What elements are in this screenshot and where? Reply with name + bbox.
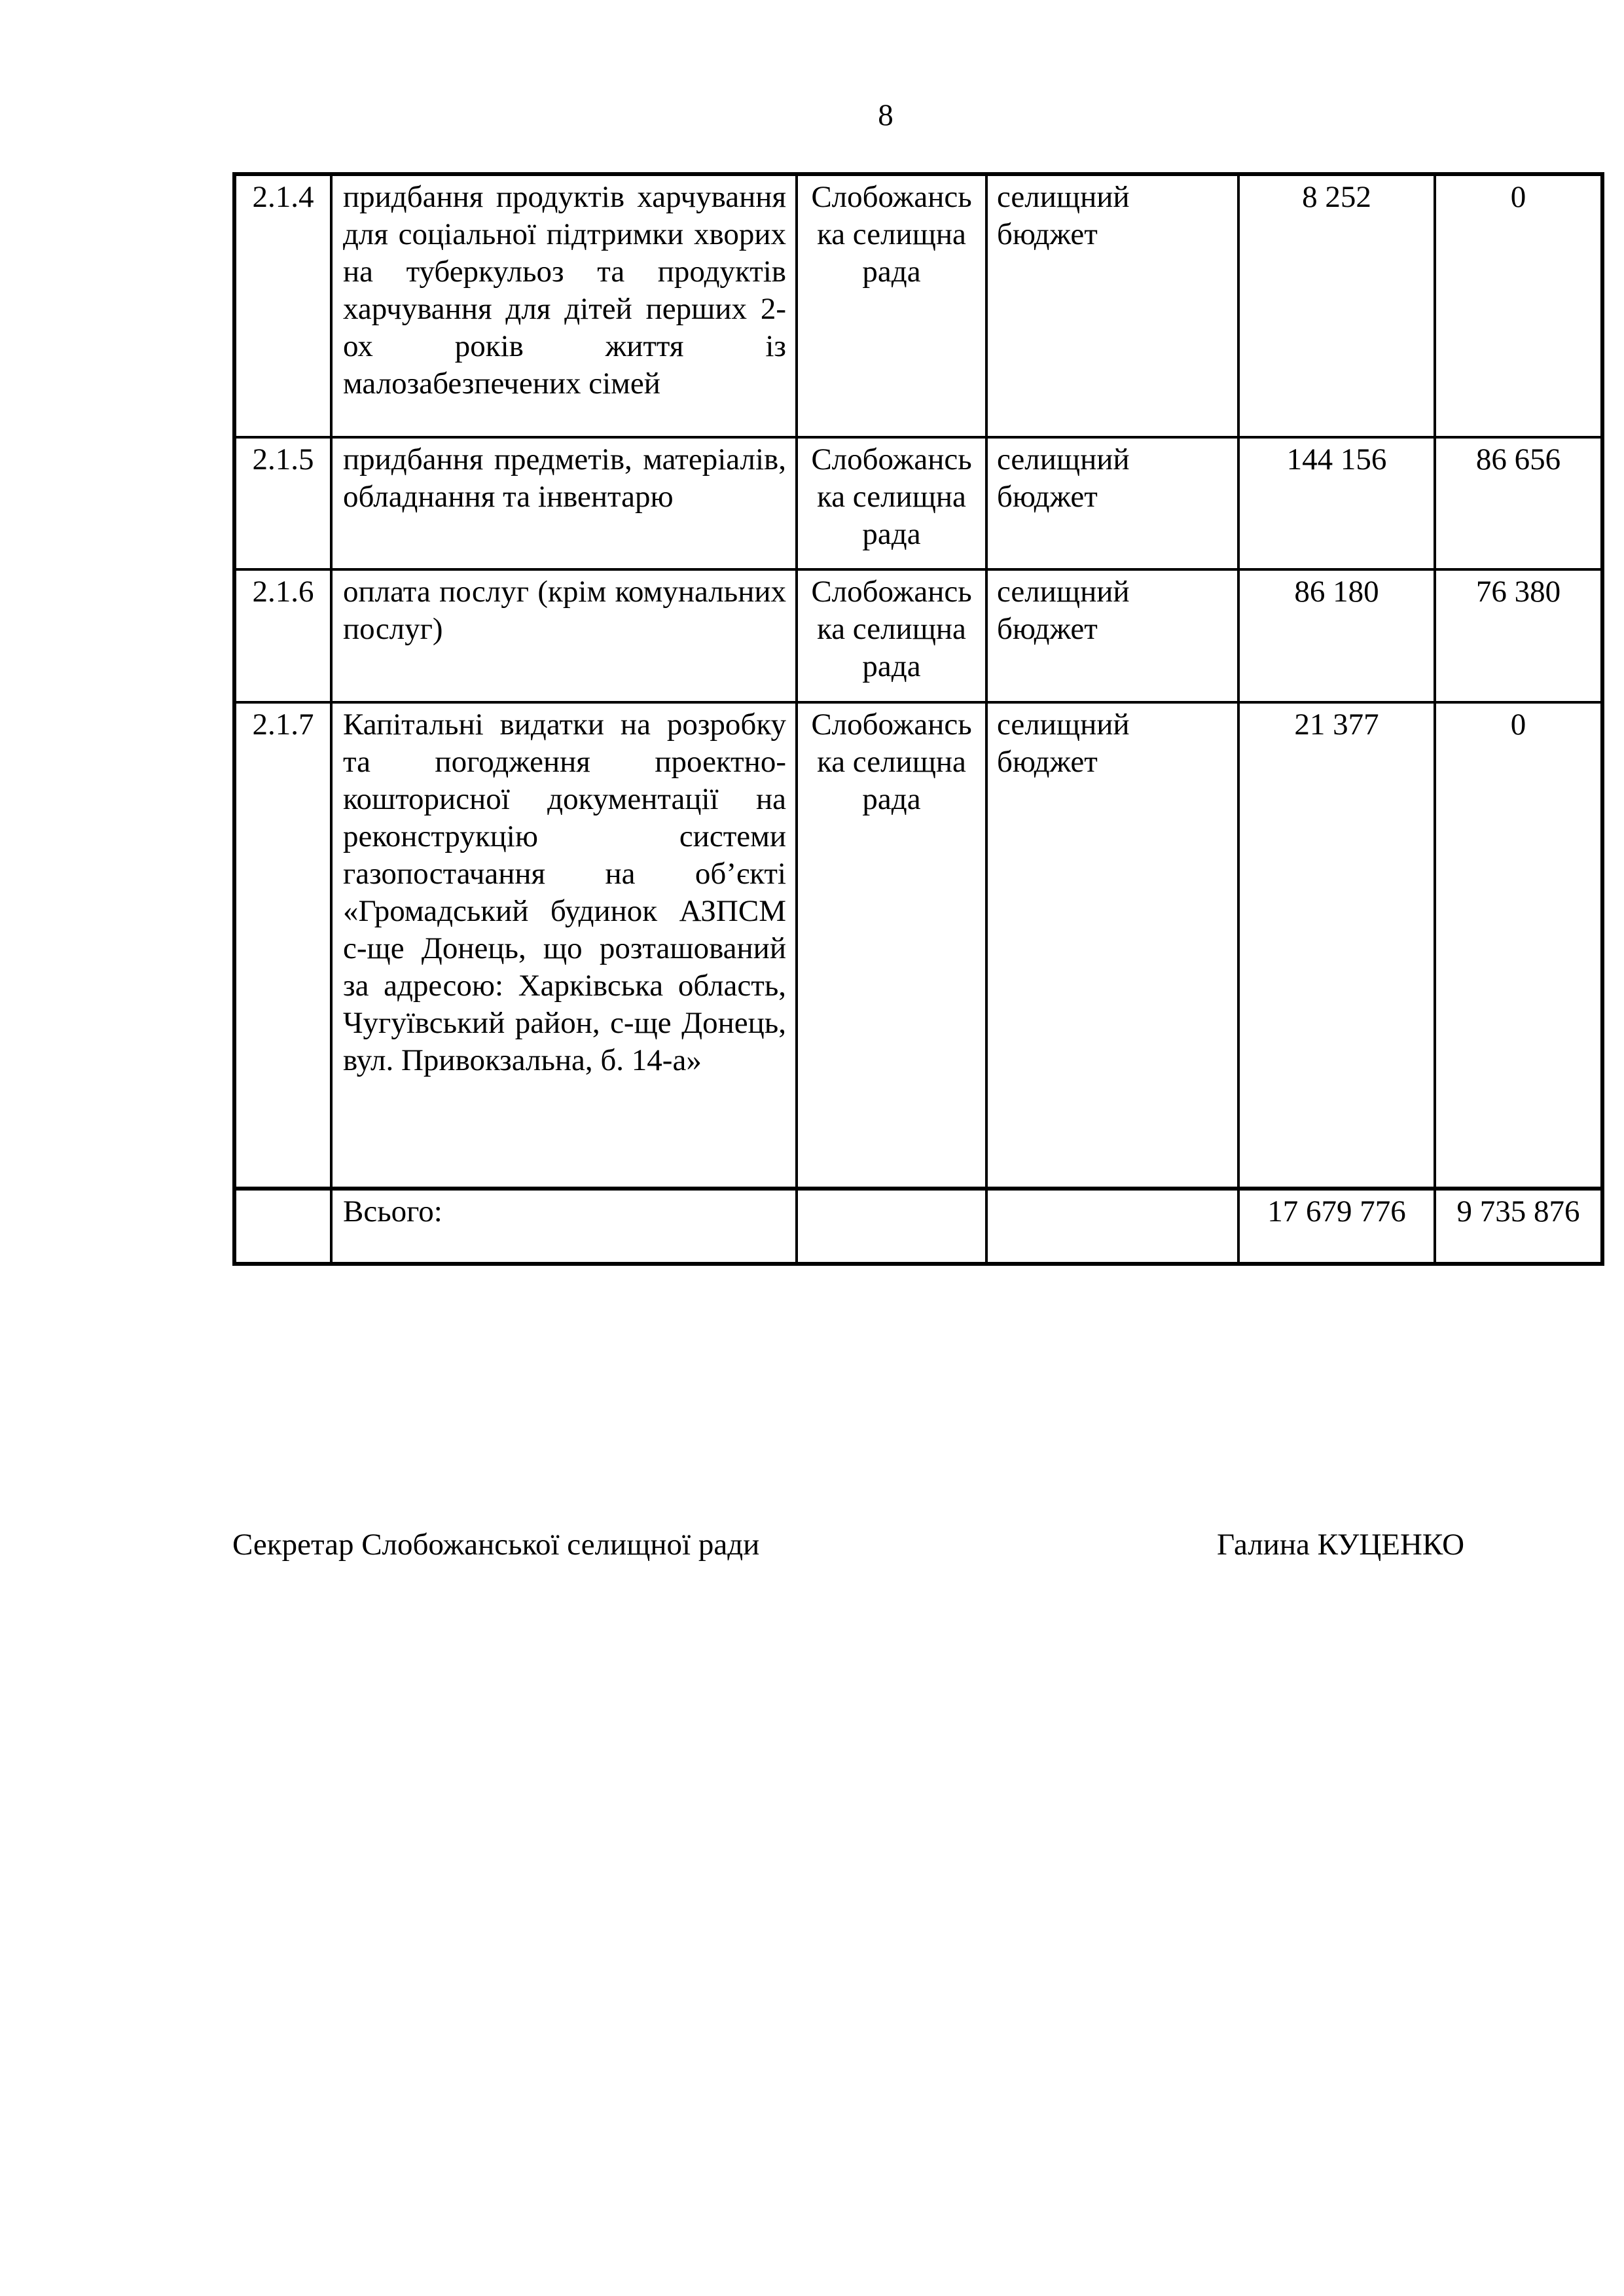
cell-description: придбання предметів, матеріалів, обладнання та інвентарю xyxy=(331,437,797,569)
cell-budget xyxy=(986,569,1238,702)
budget-text: селищний бюджет xyxy=(997,575,1130,646)
table-row xyxy=(234,702,1602,1189)
signature-title: Секретар Слобожанської селищної ради xyxy=(232,1528,760,1562)
cell-executor xyxy=(797,174,986,437)
cell-number-empty xyxy=(234,1189,331,1264)
table-row xyxy=(234,569,1602,702)
cell-amount-planned: 21 377 xyxy=(1238,702,1435,1189)
cell-executor xyxy=(797,569,986,702)
cell-number: 2.1.7 xyxy=(234,702,331,1189)
page-number: 8 xyxy=(878,98,893,132)
cell-executor xyxy=(797,702,986,1189)
cell-budget xyxy=(986,437,1238,569)
budget-table xyxy=(232,172,1604,1266)
cell-amount-actual: 76 380 xyxy=(1435,569,1602,702)
cell-amount-actual: 0 xyxy=(1435,174,1602,437)
budget-text: селищний бюджет xyxy=(997,180,1130,251)
cell-total-planned: 17 679 776 xyxy=(1238,1189,1435,1264)
cell-amount-actual: 0 xyxy=(1435,702,1602,1189)
executor-text: Слобожанська селищна рада xyxy=(811,575,972,683)
table-row xyxy=(234,437,1602,569)
executor-text: Слобожанська селищна рада xyxy=(811,708,972,816)
cell-total-label: Всього: xyxy=(331,1189,797,1264)
budget-text: селищний бюджет xyxy=(997,442,1130,514)
table-row xyxy=(234,174,1602,437)
budget-text: селищний бюджет xyxy=(997,708,1130,779)
cell-description: Капітальні видатки на розробку та погодження проектно-кошторисної документації на реконструкцію системи газопостачання на об’єкті «Громадський будинок АЗПСМ с-ще Донець, що розташований за адресою: Харківська область, Чугуївський район, с-ще Донець, вул. Привокзальна, б. 14-а» xyxy=(331,702,797,1189)
executor-text: Слобожанська селищна рада xyxy=(811,442,972,551)
executor-text: Слобожанська селищна рада xyxy=(811,180,972,289)
cell-amount-planned: 8 252 xyxy=(1238,174,1435,437)
cell-budget-empty xyxy=(986,1189,1238,1264)
cell-number: 2.1.6 xyxy=(234,569,331,702)
cell-description: придбання продуктів харчування для соціальної підтримки хворих на туберкульоз та продуктів харчування для дітей перших 2-ох років життя із малозабезпечених сімей xyxy=(331,174,797,437)
signature-block xyxy=(0,1526,1624,1566)
table-total-row xyxy=(234,1189,1602,1264)
cell-description: оплата послуг (крім комунальних послуг) xyxy=(331,569,797,702)
cell-amount-actual: 86 656 xyxy=(1435,437,1602,569)
cell-number: 2.1.4 xyxy=(234,174,331,437)
cell-amount-planned: 86 180 xyxy=(1238,569,1435,702)
cell-executor-empty xyxy=(797,1189,986,1264)
cell-budget xyxy=(986,174,1238,437)
cell-number: 2.1.5 xyxy=(234,437,331,569)
cell-budget xyxy=(986,702,1238,1189)
signature-name: Галина КУЦЕНКО xyxy=(1217,1528,1465,1562)
cell-amount-planned: 144 156 xyxy=(1238,437,1435,569)
cell-total-actual: 9 735 876 xyxy=(1435,1189,1602,1264)
cell-executor xyxy=(797,437,986,569)
